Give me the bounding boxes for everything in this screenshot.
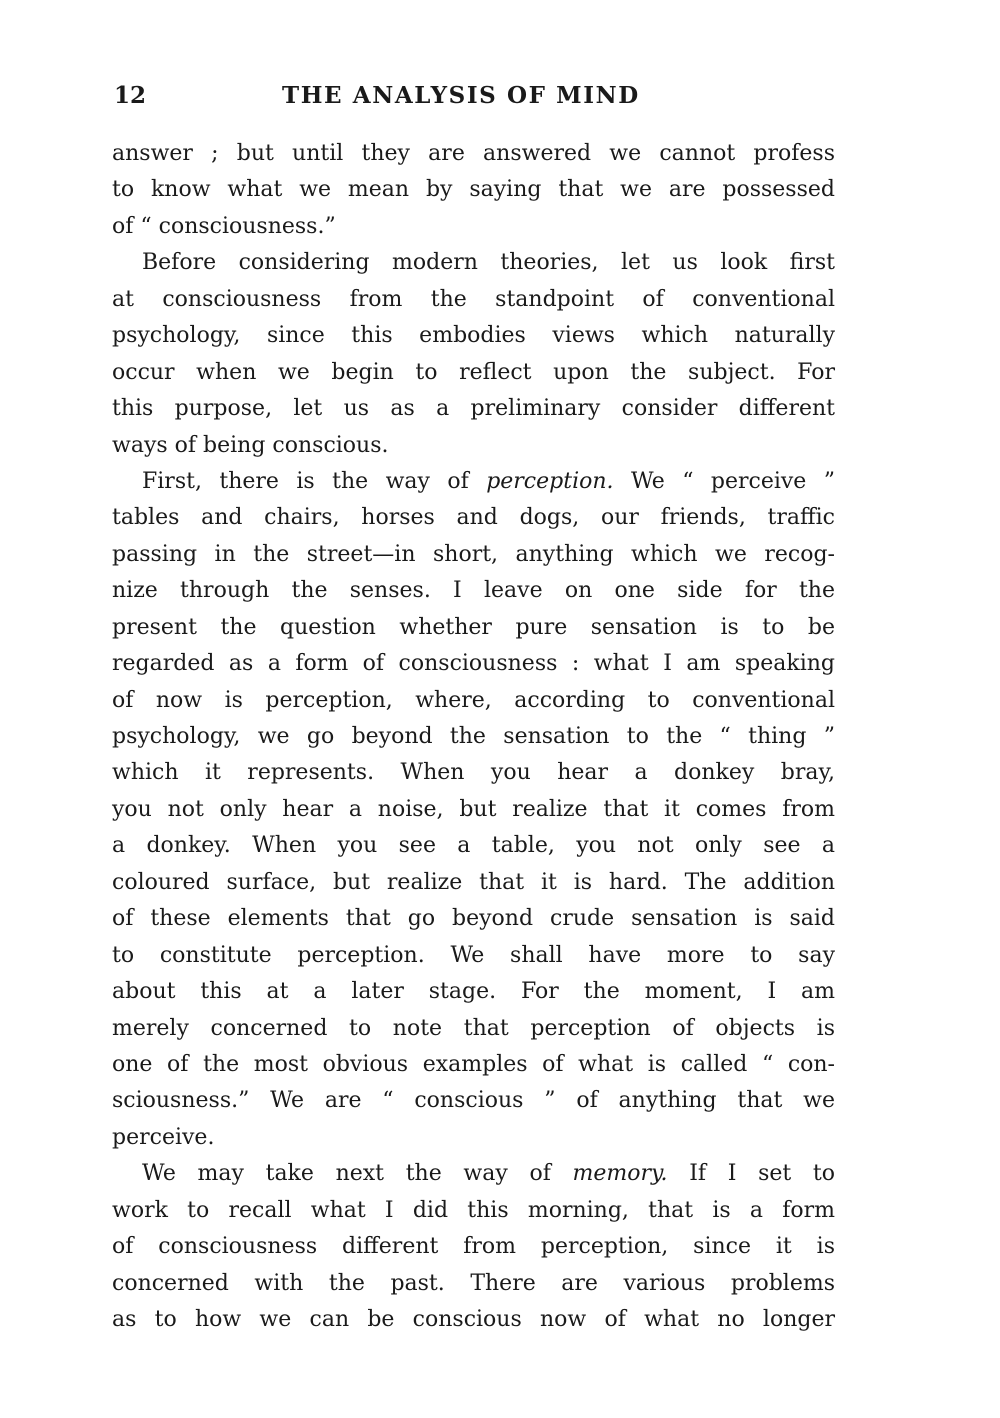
text-segment: We “ perceive ” — [613, 468, 835, 494]
text-segment: to constitute perception. We shall have more to say — [112, 942, 835, 968]
text-segment: tables and chairs, horses and dogs, our friends, traffic — [112, 505, 835, 531]
text-line — [112, 172, 835, 208]
text-line — [112, 1156, 835, 1192]
text-segment: of these elements that go beyond crude sensation is said — [112, 906, 835, 932]
text-line — [112, 719, 835, 755]
text-segment: of “ consciousness.” — [112, 213, 336, 239]
text-line — [112, 391, 835, 427]
text-segment: present the question whether pure sensation is to be — [112, 614, 835, 640]
text-line — [112, 1229, 835, 1265]
text-segment: answer ; but until they are answered we cannot profess — [112, 141, 835, 166]
text-line — [112, 828, 835, 864]
body-text — [112, 136, 835, 1338]
text-segment: perceive. — [112, 1124, 215, 1150]
text-line — [112, 282, 835, 318]
text-segment: ways of being conscious. — [112, 432, 389, 458]
italic-term: memory. — [572, 1161, 668, 1187]
page-number: 12 — [114, 82, 147, 109]
text-line — [112, 318, 835, 354]
text-line — [112, 500, 835, 536]
text-line — [112, 245, 835, 281]
text-segment: one of the most obvious examples of what is called “ con- — [112, 1051, 835, 1077]
text-line — [112, 136, 835, 172]
text-line — [112, 537, 835, 573]
text-line — [112, 1193, 835, 1229]
text-segment: If I set to — [667, 1161, 836, 1187]
text-line — [112, 355, 835, 391]
text-segment: concerned with the past. There are various problems — [112, 1270, 835, 1296]
text-line — [112, 938, 835, 974]
text-segment: this purpose, let us as a preliminary consider different — [112, 396, 835, 422]
text-line — [112, 209, 835, 245]
text-line — [112, 428, 835, 464]
text-segment: Before considering modern theories, let us look first — [142, 250, 835, 276]
text-segment: of consciousness different from perception, since it is — [112, 1234, 835, 1260]
text-segment: at consciousness from the standpoint of conventional — [112, 286, 835, 312]
text-segment: which it represents. When you hear a donkey bray, — [112, 760, 835, 786]
text-segment: about this at a later stage. For the moment, I am — [112, 979, 835, 1005]
text-line — [112, 1011, 835, 1047]
text-segment: We may take next the way of — [142, 1161, 573, 1187]
text-line — [112, 683, 835, 719]
text-line — [112, 573, 835, 609]
text-segment: psychology, since this embodies views which naturally — [112, 323, 835, 349]
text-segment: to know what we mean by saying that we are possessed — [112, 177, 835, 203]
text-segment: sciousness.” We are “ conscious ” of anything that we — [112, 1088, 835, 1114]
text-segment: as to how we can be conscious now of what no longer — [112, 1307, 835, 1332]
text-line — [112, 610, 835, 646]
text-line — [112, 464, 835, 500]
text-line — [112, 974, 835, 1010]
running-head: THE ANALYSIS OF MIND — [282, 82, 640, 109]
text-segment: psychology, we go beyond the sensation to the “ thing ” — [112, 724, 835, 749]
text-line — [112, 1120, 835, 1156]
text-segment: of now is perception, where, according to conventional — [112, 687, 835, 713]
text-line — [112, 646, 835, 682]
text-line — [112, 792, 835, 828]
text-segment: you not only hear a noise, but realize that it comes from — [112, 796, 835, 822]
text-line — [112, 1266, 835, 1302]
text-line — [112, 1302, 835, 1338]
text-segment: coloured surface, but realize that it is hard. The addition — [112, 869, 835, 895]
text-line — [112, 901, 835, 937]
text-line — [112, 1047, 835, 1083]
italic-term: perception. — [486, 468, 614, 494]
text-segment: a donkey. When you see a table, you not only see a — [112, 833, 835, 859]
text-segment: regarded as a form of consciousness : what I am speaking — [112, 651, 835, 677]
text-segment: occur when we begin to reflect upon the subject. For — [112, 359, 835, 385]
text-segment: nize through the senses. I leave on one side for the — [112, 578, 835, 604]
text-line — [112, 865, 835, 901]
text-segment: passing in the street—in short, anything which we recog- — [112, 541, 835, 567]
text-line — [112, 755, 835, 791]
text-line — [112, 1083, 835, 1119]
text-segment: merely concerned to note that perception of objects is — [112, 1015, 835, 1041]
text-segment: work to recall what I did this morning, that is a form — [112, 1197, 835, 1223]
text-segment: First, there is the way of — [142, 468, 487, 494]
